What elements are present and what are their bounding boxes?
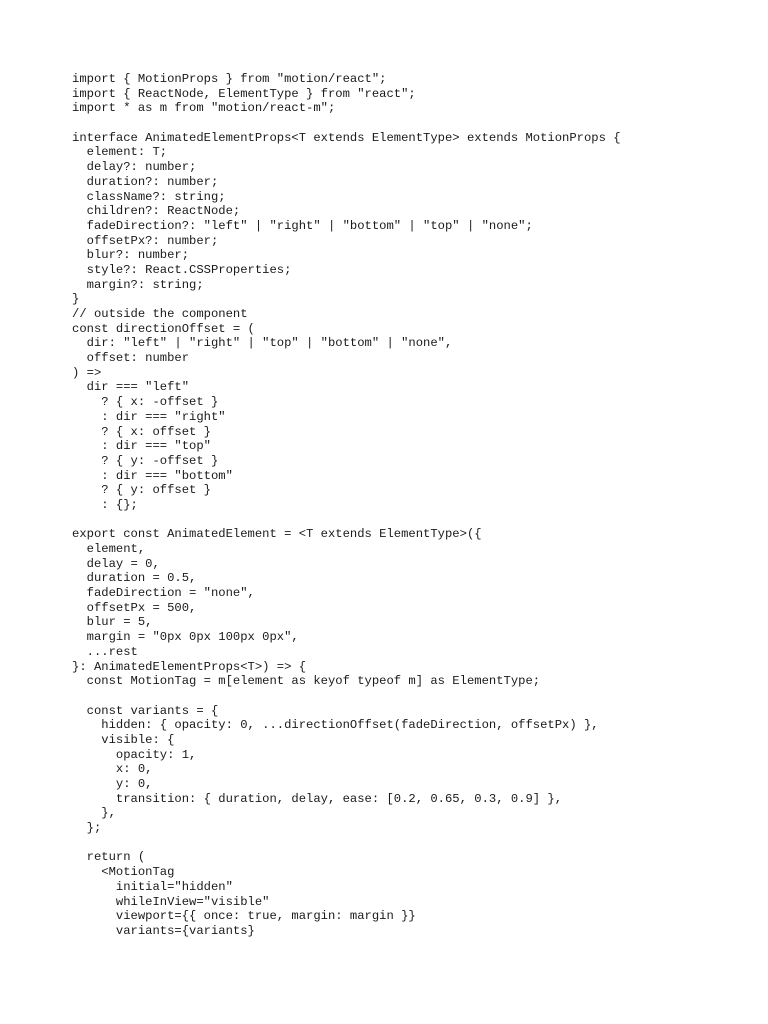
code-line: viewport={{ once: true, margin: margin }} <box>72 909 416 924</box>
code-line: variants={variants} <box>72 923 255 938</box>
code-line <box>72 116 752 131</box>
code-line: x: 0, <box>72 762 153 777</box>
code-line: fadeDirection?: "left" | "right" | "bottom" | "top" | "none"; <box>72 218 533 233</box>
code-line: dir === "left" <box>72 380 190 395</box>
code-line: ...rest <box>72 644 138 659</box>
code-line: delay?: number; <box>72 160 197 175</box>
code-line: : {}; <box>72 497 138 512</box>
code-line: import { ReactNode, ElementType } from "react"; <box>72 86 416 101</box>
code-line: whileInView="visible" <box>72 894 270 909</box>
code-line: fadeDirection = "none", <box>72 586 255 601</box>
code-line: className?: string; <box>72 189 226 204</box>
code-line <box>72 836 752 851</box>
code-line: offset: number <box>72 351 190 366</box>
code-line: ? { x: -offset } <box>72 395 219 410</box>
code-line: }, <box>72 806 116 821</box>
code-line: delay = 0, <box>72 556 160 571</box>
code-line: export const AnimatedElement = <T extends ElementType>({ <box>72 527 482 542</box>
code-line: element, <box>72 542 146 556</box>
code-line: return ( <box>72 850 146 865</box>
code-line <box>72 689 752 704</box>
code-line: offsetPx = 500, <box>72 600 197 615</box>
code-line: const directionOffset = ( <box>72 321 255 336</box>
code-line: const variants = { <box>72 703 219 718</box>
code-line <box>72 513 752 528</box>
code-line: element: T; <box>72 145 168 160</box>
code-line: duration?: number; <box>72 174 219 189</box>
code-line: : dir === "right" <box>72 409 226 424</box>
code-line: dir: "left" | "right" | "top" | "bottom" | "none", <box>72 336 453 351</box>
code-line: import { MotionProps } from "motion/react"; <box>72 72 387 86</box>
code-line: style?: React.CSSProperties; <box>72 262 292 277</box>
code-line: margin = "0px 0px 100px 0px", <box>72 630 299 645</box>
code-line: }: AnimatedElementProps<T>) => { <box>72 659 307 674</box>
code-line: : dir === "bottom" <box>72 468 233 483</box>
code-line: ? { y: -offset } <box>72 453 219 468</box>
code-line: hidden: { opacity: 0, ...directionOffset(fadeDirection, offsetPx) }, <box>72 718 599 733</box>
code-line: blur?: number; <box>72 248 190 263</box>
code-line: }; <box>72 821 102 836</box>
code-line: interface AnimatedElementProps<T extends ElementType> extends MotionProps { <box>72 130 621 145</box>
code-block <box>72 72 752 939</box>
code-line: // outside the component <box>72 307 248 321</box>
code-line: ) => <box>72 365 102 380</box>
code-line: y: 0, <box>72 777 153 791</box>
code-line: transition: { duration, delay, ease: [0.2, 0.65, 0.3, 0.9] }, <box>72 791 563 806</box>
code-line: initial="hidden" <box>72 879 233 894</box>
code-line: opacity: 1, <box>72 747 197 762</box>
code-line: visible: { <box>72 732 175 747</box>
code-line: import * as m from "motion/react-m"; <box>72 101 336 116</box>
code-line: blur = 5, <box>72 615 153 630</box>
code-line: ? { y: offset } <box>72 483 211 498</box>
code-line: : dir === "top" <box>72 439 211 454</box>
code-line: <MotionTag <box>72 865 175 880</box>
code-line: ? { x: offset } <box>72 424 211 439</box>
code-line: children?: ReactNode; <box>72 204 241 219</box>
code-line: } <box>72 292 80 307</box>
code-line: offsetPx?: number; <box>72 233 219 248</box>
code-line: duration = 0.5, <box>72 571 197 586</box>
code-line: margin?: string; <box>72 277 204 292</box>
code-line: const MotionTag = m[element as keyof typeof m] as ElementType; <box>72 674 541 689</box>
